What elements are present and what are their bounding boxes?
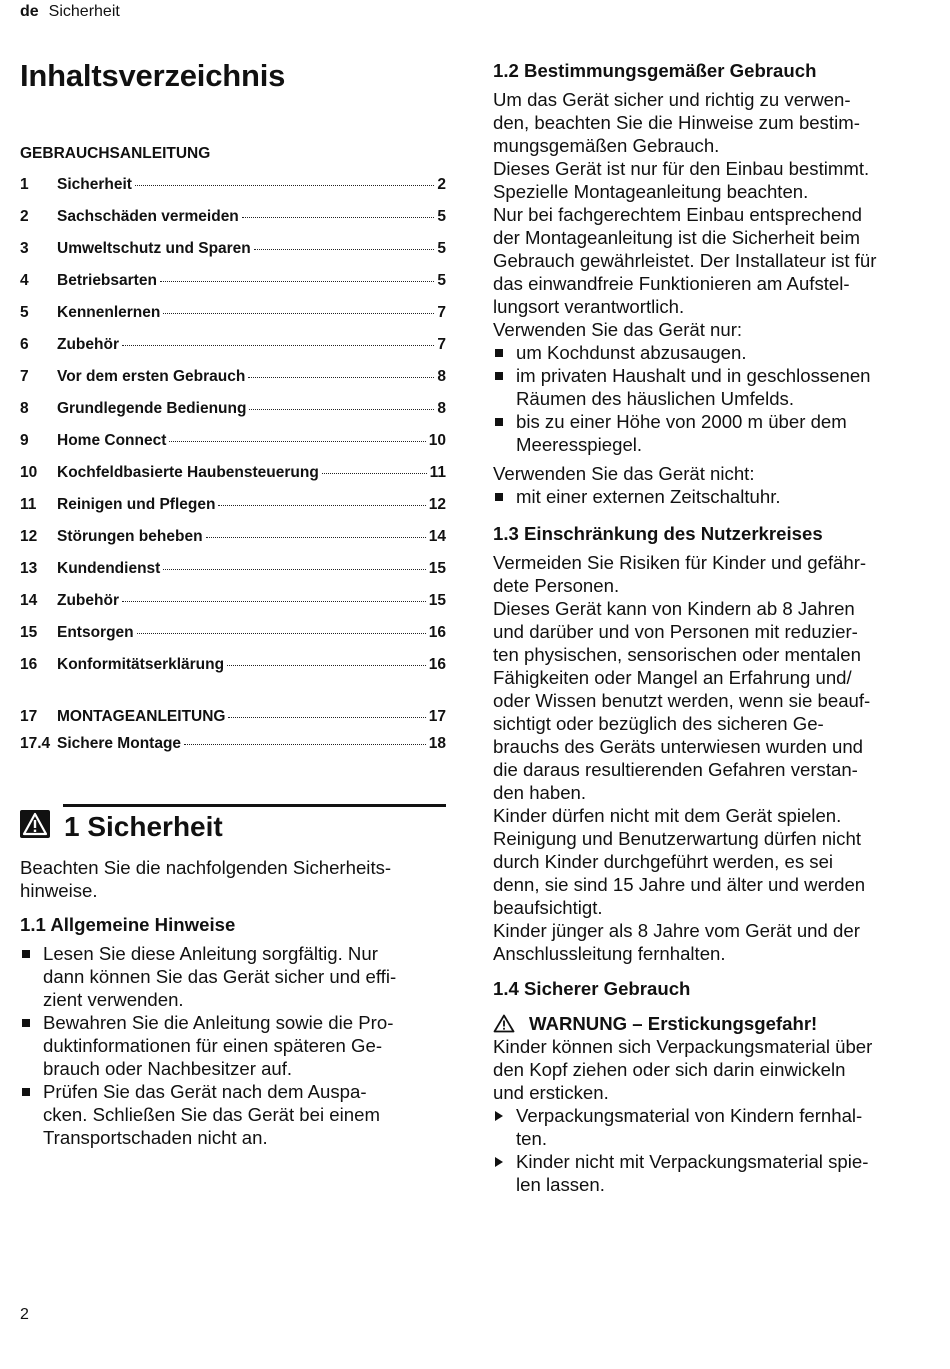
toc-item-label: Vor dem ersten Gebrauch (57, 368, 246, 385)
toc-item[interactable] (20, 240, 446, 272)
bullet-list-1-2b (493, 485, 923, 508)
toc-leader-dots (218, 505, 425, 506)
toc-item-label: Entsorgen (57, 624, 134, 641)
toc-item-label: Konformitätserklärung (57, 656, 225, 673)
paragraph: Dieses Gerät kann von Kindern ab 8 Jahren und darüber und von Personen mit reduzier- ten physischen, sensorischen oder mentalen Fähigkeiten oder Mangel an Erfahrung und/ oder Wissen benutzt werden, wenn sie beauf- sichtigt oder bezüglich des sicheren Ge- brauchs des Geräts unterwiesen wurden und die daraus resultierenden Gefahren verstan- den haben. (493, 598, 871, 803)
toc-item[interactable] (20, 560, 446, 592)
toc-item[interactable] (20, 432, 446, 464)
square-bullet-icon (22, 1088, 30, 1096)
warning-text: WARNUNG – Erstickungsgefahr! (529, 1013, 818, 1034)
arrow-bullet-icon (495, 1111, 503, 1121)
toc-item-page: 16 (428, 624, 446, 641)
warning-icon (20, 810, 50, 838)
toc-item-number: 2 (20, 208, 29, 225)
page-header (20, 3, 120, 21)
section-title: 1 Sicherheit (64, 811, 223, 842)
section-1-2 (493, 59, 923, 508)
toc-item-page: 18 (428, 735, 446, 752)
section-1-4 (493, 977, 923, 1196)
toc-item-label: Sachschäden vermeiden (57, 208, 239, 225)
toc-item[interactable] (20, 496, 446, 528)
toc-leader-dots (163, 313, 434, 314)
toc-leader-dots (227, 665, 426, 666)
toc-item-label: Zubehör (57, 592, 119, 609)
toc-leader-dots (122, 601, 426, 602)
toc-leader-dots (163, 569, 425, 570)
toc-item-page: 14 (428, 528, 446, 545)
paragraph: Kinder jünger als 8 Jahre vom Gerät und der Anschlussleitung fernhalten. (493, 920, 860, 964)
toc-item[interactable] (20, 272, 446, 304)
toc-item-page: 17 (428, 708, 446, 725)
toc-item[interactable] (20, 735, 446, 762)
toc-item-number: 6 (20, 336, 29, 353)
toc-item[interactable] (20, 368, 446, 400)
toc-item-label: Reinigen und Pflegen (57, 496, 216, 513)
arrow-bullet-icon (495, 1157, 503, 1167)
toc-item-label: Kennenlernen (57, 304, 161, 321)
toc-item-page: 16 (428, 656, 446, 673)
instruction-step (493, 1150, 923, 1196)
paragraph: Kinder können sich Verpackungsmaterial über den Kopf ziehen oder sich darin einwickeln und ersticken. (493, 1036, 873, 1103)
list-item-text: Kinder nicht mit Verpackungsmaterial spie- len lassen. (516, 1151, 869, 1195)
toc-list (20, 176, 446, 688)
toc-item-page: 7 (437, 336, 446, 353)
toc-item[interactable] (20, 624, 446, 656)
instruction-steps (493, 1104, 923, 1196)
section-intro: Beachten Sie die nachfolgenden Sicherheits- hinweise. (20, 857, 392, 901)
toc-item-number: 1 (20, 176, 29, 193)
bullet-list-1-1 (20, 942, 450, 1149)
toc-item-number: 7 (20, 368, 29, 385)
heading-1-4: 1.4 Sicherer Gebrauch (493, 978, 691, 999)
paragraph: Verwenden Sie das Gerät nur: (493, 319, 743, 340)
square-bullet-icon (495, 493, 503, 501)
list-item-text: Verpackungsmaterial von Kindern fernhal- ten. (516, 1105, 863, 1149)
toc-leader-dots (322, 473, 427, 474)
list-item (493, 341, 923, 364)
toc-item-label: Betriebsarten (57, 272, 157, 289)
toc-leader-dots (135, 185, 434, 186)
paragraph: Um das Gerät sicher und richtig zu verwen- den, beachten Sie die Hinweise zum bestim- mungsgemäßen Gebrauch. (493, 89, 860, 156)
toc-leader-dots (242, 217, 435, 218)
toc-item-label: Störungen beheben (57, 528, 203, 545)
heading-1-2: 1.2 Bestimmungsgemäßer Gebrauch (493, 60, 817, 81)
toc-item-number: 13 (20, 560, 38, 577)
list-item (20, 942, 450, 1011)
toc-title: Inhaltsverzeichnis (20, 58, 286, 93)
toc-item-label: Zubehör (57, 336, 119, 353)
toc-item[interactable] (20, 208, 446, 240)
toc-item-page: 15 (428, 560, 446, 577)
toc-item-number: 17 (20, 708, 38, 725)
list-item-text: Bewahren Sie die Anleitung sowie die Pro- duktinformationen für einen späteren Ge- brauch oder Nachbesitzer auf. (43, 1012, 394, 1079)
section-divider (63, 804, 446, 807)
toc-subtitle: GEBRAUCHSANLEITUNG (20, 145, 211, 162)
paragraph: Kinder dürfen nicht mit dem Gerät spielen. (493, 805, 842, 826)
toc-item[interactable] (20, 592, 446, 624)
toc-leader-dots (249, 409, 434, 410)
heading-1-3: 1.3 Einschränkung des Nutzerkreises (493, 523, 823, 544)
list-item-text: um Kochdunst abzusaugen. (516, 342, 747, 363)
toc-item[interactable] (20, 176, 446, 208)
toc-item[interactable] (20, 708, 446, 735)
list-item-text: bis zu einer Höhe von 2000 m über dem Meeresspiegel. (516, 411, 847, 455)
toc-item-number: 11 (20, 496, 37, 513)
toc-item-number: 3 (20, 240, 29, 257)
toc-item[interactable] (20, 336, 446, 368)
list-item (20, 1080, 450, 1149)
toc-leader-dots (254, 249, 435, 250)
toc-item-page: 12 (428, 496, 446, 513)
toc-item-number: 12 (20, 528, 38, 545)
toc-item-label: Grundlegende Bedienung (57, 400, 247, 417)
language-code: de (20, 3, 39, 20)
toc-leader-dots (206, 537, 426, 538)
toc-item-label: Kundendienst (57, 560, 161, 577)
toc-item-page: 11 (429, 464, 446, 481)
warning-triangle-icon (493, 1014, 515, 1033)
toc-item[interactable] (20, 400, 446, 432)
square-bullet-icon (495, 349, 503, 357)
paragraph: Reinigung und Benutzerwartung dürfen nicht durch Kinder durchgeführt werden, es sei denn, sie sind 15 Jahre und älter und werden beaufsichtigt. (493, 828, 866, 918)
toc-item-label: Sichere Montage (57, 735, 182, 752)
list-item-text: Lesen Sie diese Anleitung sorgfältig. Nur dann können Sie das Gerät sicher und effi- zient verwenden. (43, 943, 397, 1010)
toc-item-page: 8 (437, 400, 446, 417)
toc-item[interactable] (20, 304, 446, 336)
toc-item-number: 10 (20, 464, 38, 481)
toc-item-page: 7 (437, 304, 446, 321)
toc-item-number: 4 (20, 272, 29, 289)
toc-leader-dots (184, 744, 426, 745)
toc-item-label: Kochfeldbasierte Haubensteuerung (57, 464, 319, 481)
toc-list-montage (20, 708, 446, 762)
toc-item-label: MONTAGEANLEITUNG (57, 708, 226, 725)
toc-leader-dots (160, 281, 434, 282)
toc-item-number: 5 (20, 304, 29, 321)
header-section: Sicherheit (48, 3, 120, 20)
square-bullet-icon (22, 1019, 30, 1027)
square-bullet-icon (22, 950, 30, 958)
list-item (20, 1011, 450, 1080)
bullet-list-1-2 (493, 341, 923, 456)
section-1-3 (493, 522, 923, 965)
heading-1-1: 1.1 Allgemeine Hinweise (20, 914, 236, 935)
toc-item-number: 15 (20, 624, 38, 641)
toc-item-number: 17.4 (20, 735, 51, 752)
square-bullet-icon (495, 372, 503, 380)
toc-item-label: Home Connect (57, 432, 167, 449)
toc-item-label: Umweltschutz und Sparen (57, 240, 251, 257)
instruction-step (493, 1104, 923, 1150)
toc-item[interactable] (20, 464, 446, 496)
paragraph: Dieses Gerät ist nur für den Einbau bestimmt. Spezielle Montageanleitung beachten. (493, 158, 870, 202)
list-item-text: mit einer externen Zeitschaltuhr. (516, 486, 781, 507)
list-item (493, 364, 923, 410)
toc-item[interactable] (20, 528, 446, 560)
toc-leader-dots (248, 377, 434, 378)
paragraph: Nur bei fachgerechtem Einbau entsprechend der Montageanleitung ist die Sicherheit beim Gebrauch gewährleistet. Der Installateur ist für das einwandfreie Funktionieren am Aufstel- lungsort verantwortlich. (493, 204, 877, 317)
warning-heading (493, 1012, 923, 1035)
list-item-text: im privaten Haushalt und in geschlossenen Räumen des häuslichen Umfelds. (516, 365, 871, 409)
toc-leader-dots (137, 633, 426, 634)
toc-item-page: 5 (437, 240, 446, 257)
list-item-text: Prüfen Sie das Gerät nach dem Auspa- cken. Schließen Sie das Gerät bei einem Transportschaden nicht an. (43, 1081, 380, 1148)
toc-leader-dots (228, 717, 425, 718)
square-bullet-icon (495, 418, 503, 426)
toc-item-number: 16 (20, 656, 38, 673)
toc-item-page: 15 (428, 592, 446, 609)
toc-item-page: 5 (437, 272, 446, 289)
toc-item-label: Sicherheit (57, 176, 132, 193)
toc-item-page: 5 (437, 208, 446, 225)
toc-item-page: 2 (437, 176, 446, 193)
toc-leader-dots (169, 441, 425, 442)
page-number: 2 (20, 1306, 29, 1323)
toc-leader-dots (122, 345, 434, 346)
paragraph: Verwenden Sie das Gerät nicht: (493, 463, 755, 484)
list-item (493, 485, 923, 508)
toc-item-page: 10 (428, 432, 446, 449)
toc-item-page: 8 (437, 368, 446, 385)
paragraph: Vermeiden Sie Risiken für Kinder und gefähr- dete Personen. (493, 552, 867, 596)
toc-item-number: 8 (20, 400, 29, 417)
toc-item-number: 9 (20, 432, 29, 449)
toc-item-number: 14 (20, 592, 38, 609)
list-item (493, 410, 923, 456)
toc-item[interactable] (20, 656, 446, 688)
